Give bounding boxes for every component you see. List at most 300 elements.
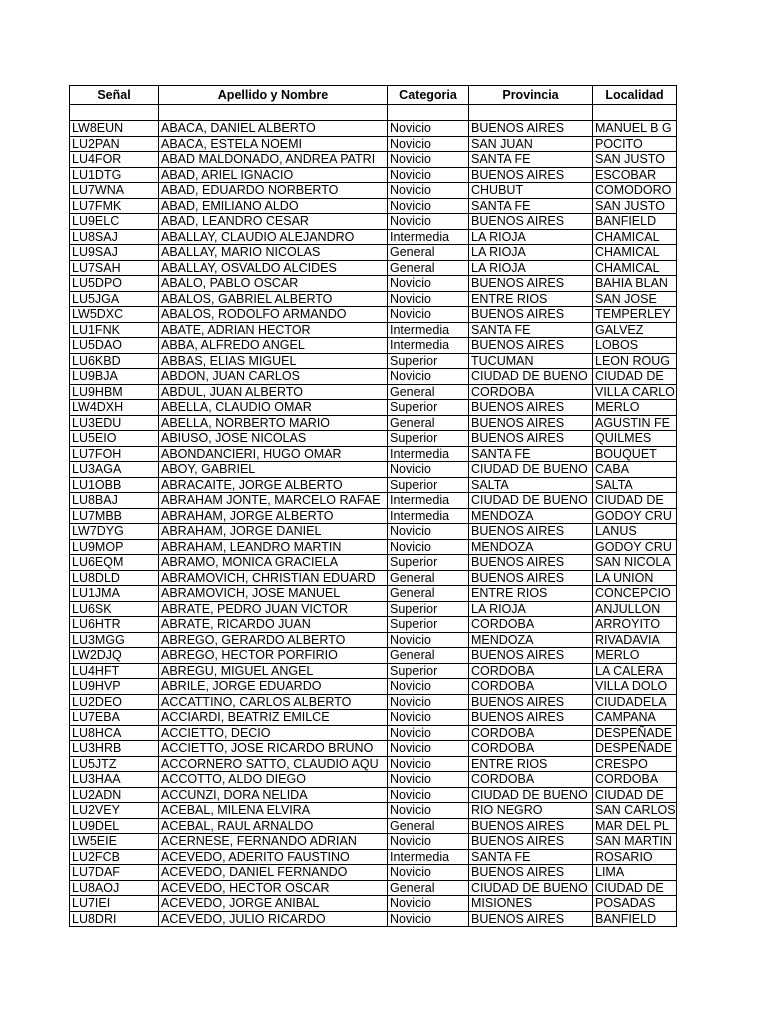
table-row — [70, 245, 677, 261]
cell-localidad: BOUQUET — [593, 446, 677, 462]
cell-categoria: Novicio — [388, 710, 469, 726]
cell-senal: LW2DJQ — [70, 648, 159, 664]
empty-cell — [469, 105, 593, 121]
cell-localidad: SAN JUSTO — [593, 152, 677, 168]
cell-provincia: BUENOS AIRES — [469, 167, 593, 183]
cell-categoria: Intermedia — [388, 849, 469, 865]
cell-apellido-y-nombre: ABAD, EMILIANO ALDO — [159, 198, 388, 214]
cell-localidad: LIMA — [593, 865, 677, 881]
cell-localidad: ARROYITO — [593, 617, 677, 633]
cell-provincia: BUENOS AIRES — [469, 415, 593, 431]
cell-senal: LU9MOP — [70, 539, 159, 555]
cell-apellido-y-nombre: ACEVEDO, DANIEL FERNANDO — [159, 865, 388, 881]
column-header-localidad: Localidad — [593, 86, 677, 105]
cell-localidad: ANJULLON — [593, 601, 677, 617]
table-row — [70, 493, 677, 509]
table-row — [70, 183, 677, 199]
table-row — [70, 896, 677, 912]
cell-provincia: BUENOS AIRES — [469, 865, 593, 881]
column-header-provincia: Provincia — [469, 86, 593, 105]
cell-categoria: Novicio — [388, 772, 469, 788]
cell-localidad: CIUDAD DE — [593, 369, 677, 385]
cell-provincia: MENDOZA — [469, 632, 593, 648]
table-row — [70, 834, 677, 850]
cell-localidad: LOBOS — [593, 338, 677, 354]
cell-senal: LW5DXC — [70, 307, 159, 323]
table-row — [70, 710, 677, 726]
empty-row — [70, 105, 677, 121]
table-row — [70, 663, 677, 679]
table-row — [70, 446, 677, 462]
cell-apellido-y-nombre: ABAD MALDONADO, ANDREA PATRI — [159, 152, 388, 168]
cell-senal: LU9SAJ — [70, 245, 159, 261]
cell-provincia: BUENOS AIRES — [469, 694, 593, 710]
cell-senal: LU8DLD — [70, 570, 159, 586]
cell-senal: LU3MGG — [70, 632, 159, 648]
cell-senal: LU9BJA — [70, 369, 159, 385]
cell-localidad: CHAMICAL — [593, 229, 677, 245]
cell-apellido-y-nombre: ABATE, ADRIAN HECTOR — [159, 322, 388, 338]
table-row — [70, 865, 677, 881]
cell-senal: LU6KBD — [70, 353, 159, 369]
cell-senal: LU2PAN — [70, 136, 159, 152]
cell-apellido-y-nombre: ABRATE, RICARDO JUAN — [159, 617, 388, 633]
table-row — [70, 214, 677, 230]
cell-apellido-y-nombre: ABRATE, PEDRO JUAN VICTOR — [159, 601, 388, 617]
cell-apellido-y-nombre: ABIUSO, JOSE NICOLAS — [159, 431, 388, 447]
cell-senal: LU4HFT — [70, 663, 159, 679]
cell-senal: LU8SAJ — [70, 229, 159, 245]
cell-senal: LU6SK — [70, 601, 159, 617]
cell-categoria: Novicio — [388, 896, 469, 912]
cell-senal: LU9HBM — [70, 384, 159, 400]
cell-senal: LU2DEO — [70, 694, 159, 710]
cell-categoria: Novicio — [388, 524, 469, 540]
cell-localidad: LA UNION — [593, 570, 677, 586]
cell-apellido-y-nombre: ABALOS, GABRIEL ALBERTO — [159, 291, 388, 307]
cell-categoria: Novicio — [388, 152, 469, 168]
table-row — [70, 291, 677, 307]
cell-localidad: BANFIELD — [593, 911, 677, 927]
cell-senal: LU3HRB — [70, 741, 159, 757]
cell-categoria: Novicio — [388, 865, 469, 881]
cell-categoria: General — [388, 384, 469, 400]
cell-provincia: CORDOBA — [469, 663, 593, 679]
cell-apellido-y-nombre: ABALO, PABLO OSCAR — [159, 276, 388, 292]
cell-provincia: BUENOS AIRES — [469, 214, 593, 230]
cell-apellido-y-nombre: ABREGO, GERARDO ALBERTO — [159, 632, 388, 648]
cell-localidad: CIUDADELA — [593, 694, 677, 710]
cell-provincia: BUENOS AIRES — [469, 276, 593, 292]
cell-senal: LU8AOJ — [70, 880, 159, 896]
cell-provincia: CORDOBA — [469, 617, 593, 633]
cell-categoria: Novicio — [388, 136, 469, 152]
cell-provincia: BUENOS AIRES — [469, 648, 593, 664]
table-row — [70, 353, 677, 369]
cell-provincia: BUENOS AIRES — [469, 834, 593, 850]
cell-localidad: POCITO — [593, 136, 677, 152]
table-row — [70, 415, 677, 431]
cell-apellido-y-nombre: ACEBAL, MILENA ELVIRA — [159, 803, 388, 819]
table-row — [70, 648, 677, 664]
cell-apellido-y-nombre: ACEVEDO, JORGE ANIBAL — [159, 896, 388, 912]
cell-localidad: CHAMICAL — [593, 245, 677, 261]
cell-categoria: Novicio — [388, 756, 469, 772]
cell-localidad: TEMPERLEY — [593, 307, 677, 323]
cell-apellido-y-nombre: ACEBAL, RAUL ARNALDO — [159, 818, 388, 834]
cell-localidad: SAN JUSTO — [593, 198, 677, 214]
cell-senal: LU8BAJ — [70, 493, 159, 509]
cell-localidad: GALVEZ — [593, 322, 677, 338]
cell-senal: LU2VEY — [70, 803, 159, 819]
cell-categoria: General — [388, 880, 469, 896]
empty-cell — [593, 105, 677, 121]
cell-categoria: Superior — [388, 601, 469, 617]
cell-categoria: Intermedia — [388, 446, 469, 462]
cell-senal: LU9DEL — [70, 818, 159, 834]
table-row — [70, 477, 677, 493]
cell-localidad: MERLO — [593, 648, 677, 664]
cell-senal: LU7FOH — [70, 446, 159, 462]
cell-provincia: TUCUMAN — [469, 353, 593, 369]
cell-localidad: BANFIELD — [593, 214, 677, 230]
cell-senal: LU7FMK — [70, 198, 159, 214]
cell-apellido-y-nombre: ABDON, JUAN CARLOS — [159, 369, 388, 385]
cell-senal: LU7SAH — [70, 260, 159, 276]
cell-provincia: CORDOBA — [469, 741, 593, 757]
cell-categoria: General — [388, 586, 469, 602]
table-row — [70, 524, 677, 540]
table-row — [70, 818, 677, 834]
cell-categoria: Novicio — [388, 291, 469, 307]
cell-localidad: CABA — [593, 462, 677, 478]
cell-provincia: BUENOS AIRES — [469, 400, 593, 416]
cell-apellido-y-nombre: ABACA, ESTELA NOEMI — [159, 136, 388, 152]
cell-apellido-y-nombre: ABRAMOVICH, JOSE MANUEL — [159, 586, 388, 602]
cell-apellido-y-nombre: ABONDANCIERI, HUGO OMAR — [159, 446, 388, 462]
table-row — [70, 121, 677, 137]
cell-categoria: Novicio — [388, 276, 469, 292]
cell-apellido-y-nombre: ACERNESE, FERNANDO ADRIAN — [159, 834, 388, 850]
cell-localidad: QUILMES — [593, 431, 677, 447]
table-row — [70, 911, 677, 927]
cell-provincia: SAN JUAN — [469, 136, 593, 152]
cell-provincia: CORDOBA — [469, 384, 593, 400]
cell-provincia: LA RIOJA — [469, 260, 593, 276]
cell-apellido-y-nombre: ACEVEDO, HECTOR OSCAR — [159, 880, 388, 896]
cell-senal: LU3HAA — [70, 772, 159, 788]
cell-localidad: GODOY CRU — [593, 539, 677, 555]
cell-localidad: SAN CARLOS — [593, 803, 677, 819]
table-row — [70, 601, 677, 617]
cell-categoria: Superior — [388, 477, 469, 493]
cell-provincia: CORDOBA — [469, 772, 593, 788]
cell-categoria: General — [388, 818, 469, 834]
cell-apellido-y-nombre: ABBA, ALFREDO ANGEL — [159, 338, 388, 354]
empty-cell — [388, 105, 469, 121]
cell-categoria: Intermedia — [388, 508, 469, 524]
cell-senal: LU9HVP — [70, 679, 159, 695]
table-row — [70, 849, 677, 865]
cell-senal: LU8DRI — [70, 911, 159, 927]
table-row — [70, 152, 677, 168]
cell-senal: LU6EQM — [70, 555, 159, 571]
cell-senal: LU2FCB — [70, 849, 159, 865]
cell-senal: LU8HCA — [70, 725, 159, 741]
cell-localidad: AGUSTIN FE — [593, 415, 677, 431]
cell-apellido-y-nombre: ABOY, GABRIEL — [159, 462, 388, 478]
cell-localidad: SAN MARTIN — [593, 834, 677, 850]
cell-apellido-y-nombre: ACEVEDO, ADERITO FAUSTINO — [159, 849, 388, 865]
cell-localidad: MERLO — [593, 400, 677, 416]
cell-localidad: RIVADAVIA — [593, 632, 677, 648]
cell-apellido-y-nombre: ACCIARDI, BEATRIZ EMILCE — [159, 710, 388, 726]
cell-categoria: Novicio — [388, 167, 469, 183]
cell-categoria: Novicio — [388, 307, 469, 323]
cell-categoria: General — [388, 415, 469, 431]
cell-apellido-y-nombre: ABELLA, CLAUDIO OMAR — [159, 400, 388, 416]
cell-apellido-y-nombre: ABREGO, HECTOR PORFIRIO — [159, 648, 388, 664]
cell-apellido-y-nombre: ABALLAY, CLAUDIO ALEJANDRO — [159, 229, 388, 245]
cell-categoria: Novicio — [388, 787, 469, 803]
table-row — [70, 555, 677, 571]
header-row — [70, 86, 677, 105]
cell-localidad: CORDOBA — [593, 772, 677, 788]
cell-categoria: Novicio — [388, 741, 469, 757]
table-row — [70, 508, 677, 524]
table-row — [70, 369, 677, 385]
cell-localidad: CIUDAD DE — [593, 787, 677, 803]
cell-localidad: BAHIA BLAN — [593, 276, 677, 292]
cell-categoria: Novicio — [388, 803, 469, 819]
cell-senal: LU7EBA — [70, 710, 159, 726]
cell-senal: LU9ELC — [70, 214, 159, 230]
cell-provincia: CORDOBA — [469, 725, 593, 741]
cell-provincia: LA RIOJA — [469, 601, 593, 617]
cell-apellido-y-nombre: ABRAMOVICH, CHRISTIAN EDUARD — [159, 570, 388, 586]
cell-senal: LU5DAO — [70, 338, 159, 354]
empty-cell — [70, 105, 159, 121]
cell-apellido-y-nombre: ABRAHAM, LEANDRO MARTIN — [159, 539, 388, 555]
cell-provincia: BUENOS AIRES — [469, 338, 593, 354]
cell-senal: LU2ADN — [70, 787, 159, 803]
table-row — [70, 694, 677, 710]
table-row — [70, 725, 677, 741]
table-row — [70, 772, 677, 788]
table-row — [70, 322, 677, 338]
cell-categoria: Novicio — [388, 121, 469, 137]
cell-apellido-y-nombre: ABDUL, JUAN ALBERTO — [159, 384, 388, 400]
cell-apellido-y-nombre: ABALLAY, OSVALDO ALCIDES — [159, 260, 388, 276]
cell-localidad: VILLA CARLO — [593, 384, 677, 400]
cell-senal: LU7WNA — [70, 183, 159, 199]
cell-apellido-y-nombre: ABRAHAM, JORGE ALBERTO — [159, 508, 388, 524]
cell-categoria: Superior — [388, 353, 469, 369]
table-row — [70, 570, 677, 586]
cell-categoria: General — [388, 570, 469, 586]
empty-cell — [159, 105, 388, 121]
cell-senal: LU7IEI — [70, 896, 159, 912]
cell-localidad: LANUS — [593, 524, 677, 540]
cell-provincia: CIUDAD DE BUENO — [469, 462, 593, 478]
cell-categoria: Novicio — [388, 694, 469, 710]
cell-categoria: Novicio — [388, 834, 469, 850]
column-header-apellido-y-nombre: Apellido y Nombre — [159, 86, 388, 105]
cell-categoria: Superior — [388, 555, 469, 571]
cell-localidad: CRESPO — [593, 756, 677, 772]
cell-senal: LU4FOR — [70, 152, 159, 168]
cell-senal: LW5EIE — [70, 834, 159, 850]
cell-localidad: POSADAS — [593, 896, 677, 912]
cell-categoria: General — [388, 245, 469, 261]
cell-apellido-y-nombre: ACEVEDO, JULIO RICARDO — [159, 911, 388, 927]
cell-apellido-y-nombre: ABRAMO, MONICA GRACIELA — [159, 555, 388, 571]
cell-categoria: Intermedia — [388, 322, 469, 338]
cell-provincia: MISIONES — [469, 896, 593, 912]
cell-categoria: Novicio — [388, 462, 469, 478]
cell-provincia: CIUDAD DE BUENO — [469, 787, 593, 803]
cell-apellido-y-nombre: ACCIETTO, JOSE RICARDO BRUNO — [159, 741, 388, 757]
cell-localidad: ESCOBAR — [593, 167, 677, 183]
cell-categoria: Novicio — [388, 183, 469, 199]
cell-provincia: SALTA — [469, 477, 593, 493]
cell-localidad: CHAMICAL — [593, 260, 677, 276]
cell-provincia: SANTA FE — [469, 849, 593, 865]
cell-apellido-y-nombre: ACCUNZI, DORA NELIDA — [159, 787, 388, 803]
cell-categoria: Superior — [388, 431, 469, 447]
cell-localidad: GODOY CRU — [593, 508, 677, 524]
cell-categoria: Superior — [388, 617, 469, 633]
cell-localidad: SALTA — [593, 477, 677, 493]
cell-senal: LW7DYG — [70, 524, 159, 540]
table-row — [70, 586, 677, 602]
cell-categoria: General — [388, 260, 469, 276]
table-row — [70, 338, 677, 354]
cell-localidad: COMODORO — [593, 183, 677, 199]
cell-provincia: BUENOS AIRES — [469, 911, 593, 927]
table-row — [70, 741, 677, 757]
cell-provincia: BUENOS AIRES — [469, 818, 593, 834]
cell-categoria: Novicio — [388, 911, 469, 927]
table-row — [70, 167, 677, 183]
cell-senal: LU5JTZ — [70, 756, 159, 772]
cell-provincia: SANTA FE — [469, 446, 593, 462]
cell-apellido-y-nombre: ABAD, EDUARDO NORBERTO — [159, 183, 388, 199]
table-row — [70, 632, 677, 648]
table-row — [70, 136, 677, 152]
table-row — [70, 787, 677, 803]
cell-senal: LU3AGA — [70, 462, 159, 478]
table-row — [70, 229, 677, 245]
table-row — [70, 307, 677, 323]
cell-categoria: Novicio — [388, 539, 469, 555]
cell-categoria: Intermedia — [388, 229, 469, 245]
cell-apellido-y-nombre: ABALOS, RODOLFO ARMANDO — [159, 307, 388, 323]
cell-provincia: BUENOS AIRES — [469, 555, 593, 571]
column-header-senal: Señal — [70, 86, 159, 105]
cell-provincia: CIUDAD DE BUENO — [469, 369, 593, 385]
cell-apellido-y-nombre: ABRILE, JORGE EDUARDO — [159, 679, 388, 695]
cell-apellido-y-nombre: ACCOTTO, ALDO DIEGO — [159, 772, 388, 788]
cell-apellido-y-nombre: ABAD, ARIEL IGNACIO — [159, 167, 388, 183]
cell-provincia: ENTRE RIOS — [469, 291, 593, 307]
cell-apellido-y-nombre: ACCATTINO, CARLOS ALBERTO — [159, 694, 388, 710]
cell-provincia: BUENOS AIRES — [469, 121, 593, 137]
cell-categoria: Superior — [388, 400, 469, 416]
cell-senal: LU5JGA — [70, 291, 159, 307]
cell-senal: LU6HTR — [70, 617, 159, 633]
cell-localidad: DESPEÑADE — [593, 725, 677, 741]
cell-localidad: CIUDAD DE — [593, 880, 677, 896]
cell-apellido-y-nombre: ABRACAITE, JORGE ALBERTO — [159, 477, 388, 493]
cell-localidad: MAR DEL PL — [593, 818, 677, 834]
cell-localidad: SAN NICOLA — [593, 555, 677, 571]
cell-localidad: DESPEÑADE — [593, 741, 677, 757]
cell-localidad: SAN JOSE — [593, 291, 677, 307]
cell-categoria: Novicio — [388, 369, 469, 385]
cell-apellido-y-nombre: ABAD, LEANDRO CESAR — [159, 214, 388, 230]
cell-senal: LU3EDU — [70, 415, 159, 431]
cell-provincia: BUENOS AIRES — [469, 710, 593, 726]
cell-categoria: Superior — [388, 663, 469, 679]
cell-apellido-y-nombre: ABALLAY, MARIO NICOLAS — [159, 245, 388, 261]
table-row — [70, 198, 677, 214]
cell-provincia: LA RIOJA — [469, 245, 593, 261]
cell-categoria: Intermedia — [388, 493, 469, 509]
cell-apellido-y-nombre: ABBAS, ELIAS MIGUEL — [159, 353, 388, 369]
cell-localidad: CAMPANA — [593, 710, 677, 726]
cell-senal: LW8EUN — [70, 121, 159, 137]
cell-senal: LU5EIO — [70, 431, 159, 447]
table-row — [70, 260, 677, 276]
table-row — [70, 880, 677, 896]
table-body — [70, 105, 677, 927]
cell-senal: LU5DPO — [70, 276, 159, 292]
cell-apellido-y-nombre: ACCIETTO, DECIO — [159, 725, 388, 741]
table-row — [70, 400, 677, 416]
cell-localidad: MANUEL B G — [593, 121, 677, 137]
cell-provincia: CIUDAD DE BUENO — [469, 493, 593, 509]
table-row — [70, 756, 677, 772]
cell-provincia: BUENOS AIRES — [469, 524, 593, 540]
column-header-categoria: Categoria — [388, 86, 469, 105]
cell-categoria: Novicio — [388, 198, 469, 214]
cell-provincia: SANTA FE — [469, 198, 593, 214]
cell-localidad: VILLA DOLO — [593, 679, 677, 695]
cell-provincia: BUENOS AIRES — [469, 570, 593, 586]
table-row — [70, 803, 677, 819]
cell-provincia: ENTRE RIOS — [469, 586, 593, 602]
cell-senal: LU7MBB — [70, 508, 159, 524]
cell-categoria: Novicio — [388, 214, 469, 230]
table-row — [70, 539, 677, 555]
cell-categoria: Novicio — [388, 632, 469, 648]
table-row — [70, 617, 677, 633]
cell-apellido-y-nombre: ACCORNERO SATTO, CLAUDIO AQU — [159, 756, 388, 772]
cell-categoria: Novicio — [388, 679, 469, 695]
cell-localidad: CIUDAD DE — [593, 493, 677, 509]
cell-categoria: Novicio — [388, 725, 469, 741]
cell-categoria: General — [388, 648, 469, 664]
cell-provincia: CIUDAD DE BUENO — [469, 880, 593, 896]
cell-senal: LU1JMA — [70, 586, 159, 602]
cell-provincia: MENDOZA — [469, 539, 593, 555]
cell-provincia: BUENOS AIRES — [469, 431, 593, 447]
cell-senal: LW4DXH — [70, 400, 159, 416]
cell-provincia: SANTA FE — [469, 152, 593, 168]
callsign-table — [69, 85, 677, 927]
cell-apellido-y-nombre: ABELLA, NORBERTO MARIO — [159, 415, 388, 431]
